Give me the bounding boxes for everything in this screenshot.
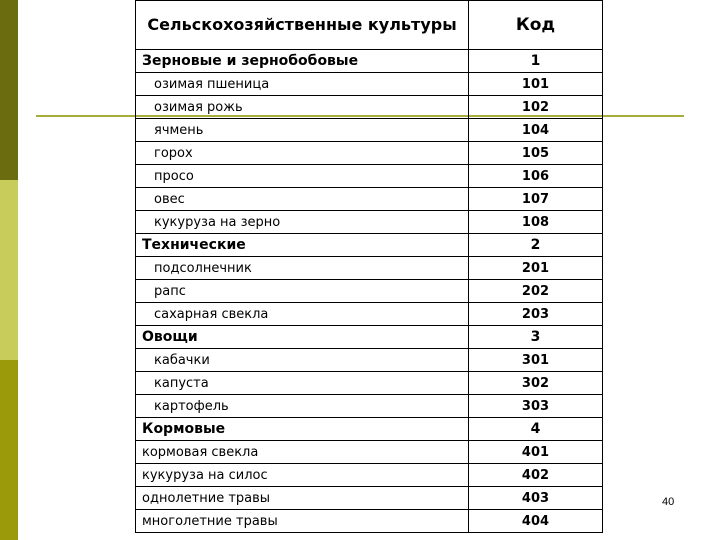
crop-code-cell: 401 xyxy=(469,441,603,464)
table-group-row xyxy=(136,326,603,349)
table-row xyxy=(136,303,603,326)
table-group-row xyxy=(136,418,603,441)
crop-code-cell: 203 xyxy=(469,303,603,326)
table-row xyxy=(136,464,603,487)
crop-code-cell: 106 xyxy=(469,165,603,188)
crop-code-cell: 302 xyxy=(469,372,603,395)
table-row xyxy=(136,395,603,418)
page-number: 40 xyxy=(662,496,675,508)
table-group-row xyxy=(136,234,603,257)
crop-name-cell: сахарная свекла xyxy=(136,303,469,326)
crop-name-cell: подсолнечник xyxy=(136,257,469,280)
table-row xyxy=(136,96,603,119)
table-row xyxy=(136,349,603,372)
crop-code-cell: 1 xyxy=(469,50,603,73)
table-row xyxy=(136,441,603,464)
crop-code-cell: 201 xyxy=(469,257,603,280)
crop-code-cell: 403 xyxy=(469,487,603,510)
table-row xyxy=(136,73,603,96)
crop-name-cell: горох xyxy=(136,142,469,165)
crop-name-cell: ячмень xyxy=(136,119,469,142)
crop-code-cell: 301 xyxy=(469,349,603,372)
table-row xyxy=(136,188,603,211)
crop-code-cell: 108 xyxy=(469,211,603,234)
table-row xyxy=(136,257,603,280)
crop-code-cell: 4 xyxy=(469,418,603,441)
crop-code-cell: 202 xyxy=(469,280,603,303)
crop-name-cell: Зерновые и зернобобовые xyxy=(136,50,469,73)
column-header-code: Код xyxy=(469,1,603,50)
crop-name-cell: картофель xyxy=(136,395,469,418)
crop-code-cell: 3 xyxy=(469,326,603,349)
table-row xyxy=(136,372,603,395)
table-row xyxy=(136,510,603,533)
crop-name-cell: кабачки xyxy=(136,349,469,372)
crop-name-cell: кормовая свекла xyxy=(136,441,469,464)
crop-code-cell: 104 xyxy=(469,119,603,142)
crop-name-cell: однолетние травы xyxy=(136,487,469,510)
crop-name-cell: озимая рожь xyxy=(136,96,469,119)
table-row xyxy=(136,487,603,510)
crop-code-cell: 102 xyxy=(469,96,603,119)
table-row xyxy=(136,211,603,234)
table-body xyxy=(136,50,603,533)
crop-name-cell: кукуруза на силос xyxy=(136,464,469,487)
crop-name-cell: капуста xyxy=(136,372,469,395)
crop-name-cell: Овощи xyxy=(136,326,469,349)
decor-bar-bottom xyxy=(0,360,18,540)
decor-bar-top xyxy=(0,0,18,180)
crop-code-cell: 404 xyxy=(469,510,603,533)
crop-name-cell: рапс xyxy=(136,280,469,303)
crop-name-cell: Кормовые xyxy=(136,418,469,441)
decor-bar-middle xyxy=(0,180,18,360)
table-row xyxy=(136,119,603,142)
crop-code-cell: 107 xyxy=(469,188,603,211)
crop-name-cell: просо xyxy=(136,165,469,188)
crop-code-cell: 402 xyxy=(469,464,603,487)
crop-code-cell: 303 xyxy=(469,395,603,418)
table-header-row xyxy=(136,1,603,50)
column-header-name: Сельскохозяйственные культуры xyxy=(136,1,469,50)
crop-code-cell: 105 xyxy=(469,142,603,165)
table-row xyxy=(136,280,603,303)
table-group-row xyxy=(136,50,603,73)
crop-name-cell: многолетние травы xyxy=(136,510,469,533)
table-row xyxy=(136,142,603,165)
crop-code-cell: 2 xyxy=(469,234,603,257)
crop-name-cell: Технические xyxy=(136,234,469,257)
crop-code-cell: 101 xyxy=(469,73,603,96)
crops-table xyxy=(135,0,603,533)
crop-name-cell: овес xyxy=(136,188,469,211)
crop-name-cell: озимая пшеница xyxy=(136,73,469,96)
table-row xyxy=(136,165,603,188)
crop-name-cell: кукуруза на зерно xyxy=(136,211,469,234)
